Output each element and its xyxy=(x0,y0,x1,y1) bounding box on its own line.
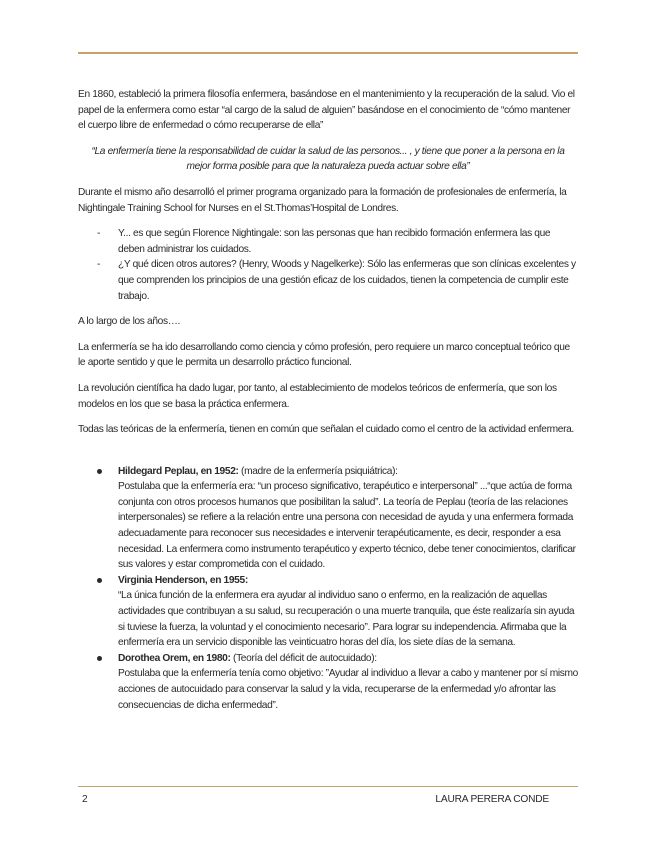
theorist-name: Hildegard Peplau, en 1952: xyxy=(118,465,239,477)
theorist-name: Dorothea Orem, en 1980: xyxy=(118,652,231,664)
bullet-icon xyxy=(97,469,102,474)
page-content xyxy=(78,87,578,713)
theorist-item-orem xyxy=(78,651,578,713)
paragraph-revolution: La revolución científica ha dado lugar, por tanto, al establecimiento de modelos teóricos de enfermería, que son los modelos en los que se basa la práctica enfermera. xyxy=(78,382,557,410)
nightingale-quote: “La enfermería tiene la responsabilidad de cuidar la salud de las personos... , y tiene que poner a la persona en la mejor forma posible para que la naturaleza pueda actuar sobre ella” xyxy=(91,145,565,173)
theorist-note: (Teoría del déficit de autocuidado): xyxy=(230,652,377,664)
footer-rule xyxy=(78,786,578,787)
theorist-item-peplau xyxy=(78,464,578,573)
theorist-description: Postulaba que la enfermería era: “un proceso significativo, terapéutico e interpersonal” ...“que actúa de forma conjunta con otros procesos humanos que posibilitan la salud”. La teoría de Peplau (teoría de las relaciones interpersonales) se refiere a la relación entre una persona con necesidad de ayuda y una enfermera formada adecuadamente para reconocer sus necesidades e intervenir terapéuticamente, es decir, responder a esa necesidad. La enfermera como instrumento terapéutico y experto técnico, debe tener conocimientos, clarificar sus valores y estar comprometida con el cuidado. xyxy=(118,481,576,571)
paragraph-1860: En 1860, estableció la primera filosofía enfermera, basándose en el mantenimiento y la recuperación de la salud. Vio el papel de la enfermera como estar “al cargo de la salud de alguien” basándose en el conocimiento de “cómo mantener el cuerpo libre de enfermedad o cómo recuperarse de ella” xyxy=(78,89,575,132)
theorist-description: “La única función de la enfermera era ayudar al individuo sano o enfermo, en la realización de aquellas actividades que contribuyan a su salud, su recuperación o una muerte tranquila, que éste realizaría sin ayuda si tuviese la fuerza, la voluntad y el conocimiento necesario”. Para lograr su independencia. Afirmaba que la enfermería era un servicio disponible las veinticuatro horas del día, los siete días de la semana. xyxy=(118,590,575,649)
theorist-note: (madre de la enfermería psiquiátrica): xyxy=(238,465,398,477)
dash-list-item xyxy=(78,226,578,257)
theorists-list xyxy=(78,464,578,714)
theorist-item-henderson xyxy=(78,573,578,651)
header-rule xyxy=(78,52,578,54)
footer-author: LAURA PERERA CONDE xyxy=(435,794,549,805)
paragraph-training-school: Durante el mismo año desarrolló el primer programa organizado para la formación de profesionales de enfermería, la Nightingale Training School for Nurses en el St.Thomas’Hospital de Londres. xyxy=(78,186,567,214)
bullet-icon xyxy=(97,656,102,661)
page-number: 2 xyxy=(82,794,88,805)
dash-marker: - xyxy=(97,259,101,271)
theorist-name: Virginia Henderson, en 1955: xyxy=(118,574,248,586)
dash-list xyxy=(78,226,578,304)
theorist-description: Postulaba que la enfermería tenía como objetivo: ”Ayudar al individuo a llevar a cabo y mantener por sí mismo acciones de autocuidado para conservar la salud y la vida, recuperarse de la enfermedad y/o afrontar las consecuencias de dicha enfermedad”. xyxy=(118,668,578,711)
bullet-icon xyxy=(97,578,102,583)
dash-item-text: ¿Y qué dicen otros autores? (Henry, Woods y Nagelkerke): Sólo las enfermeras que son clínicas excelentes y que comprenden los principios de una gestión eficaz de los cuidados, tienen la competencia de cumplir este trabajo. xyxy=(118,259,576,302)
paragraph-common-care: Todas las teóricas de la enfermería, tienen en común que señalan el cuidado como el centro de la actividad enfermera. xyxy=(78,424,574,436)
paragraph-science: La enfermería se ha ido desarrollando como ciencia y cómo profesión, pero requiere un marco conceptual teórico que le aporte sentido y que le permita un desarrollo práctico funcional. xyxy=(78,341,570,369)
paragraph-over-years: A lo largo de los años…. xyxy=(78,316,181,328)
dash-marker: - xyxy=(97,228,101,240)
dash-list-item xyxy=(78,257,578,304)
dash-item-text: Y... es que según Florence Nightingale: son las personas que han recibido formación enfermera las que deben administrar los cuidados. xyxy=(118,228,551,255)
